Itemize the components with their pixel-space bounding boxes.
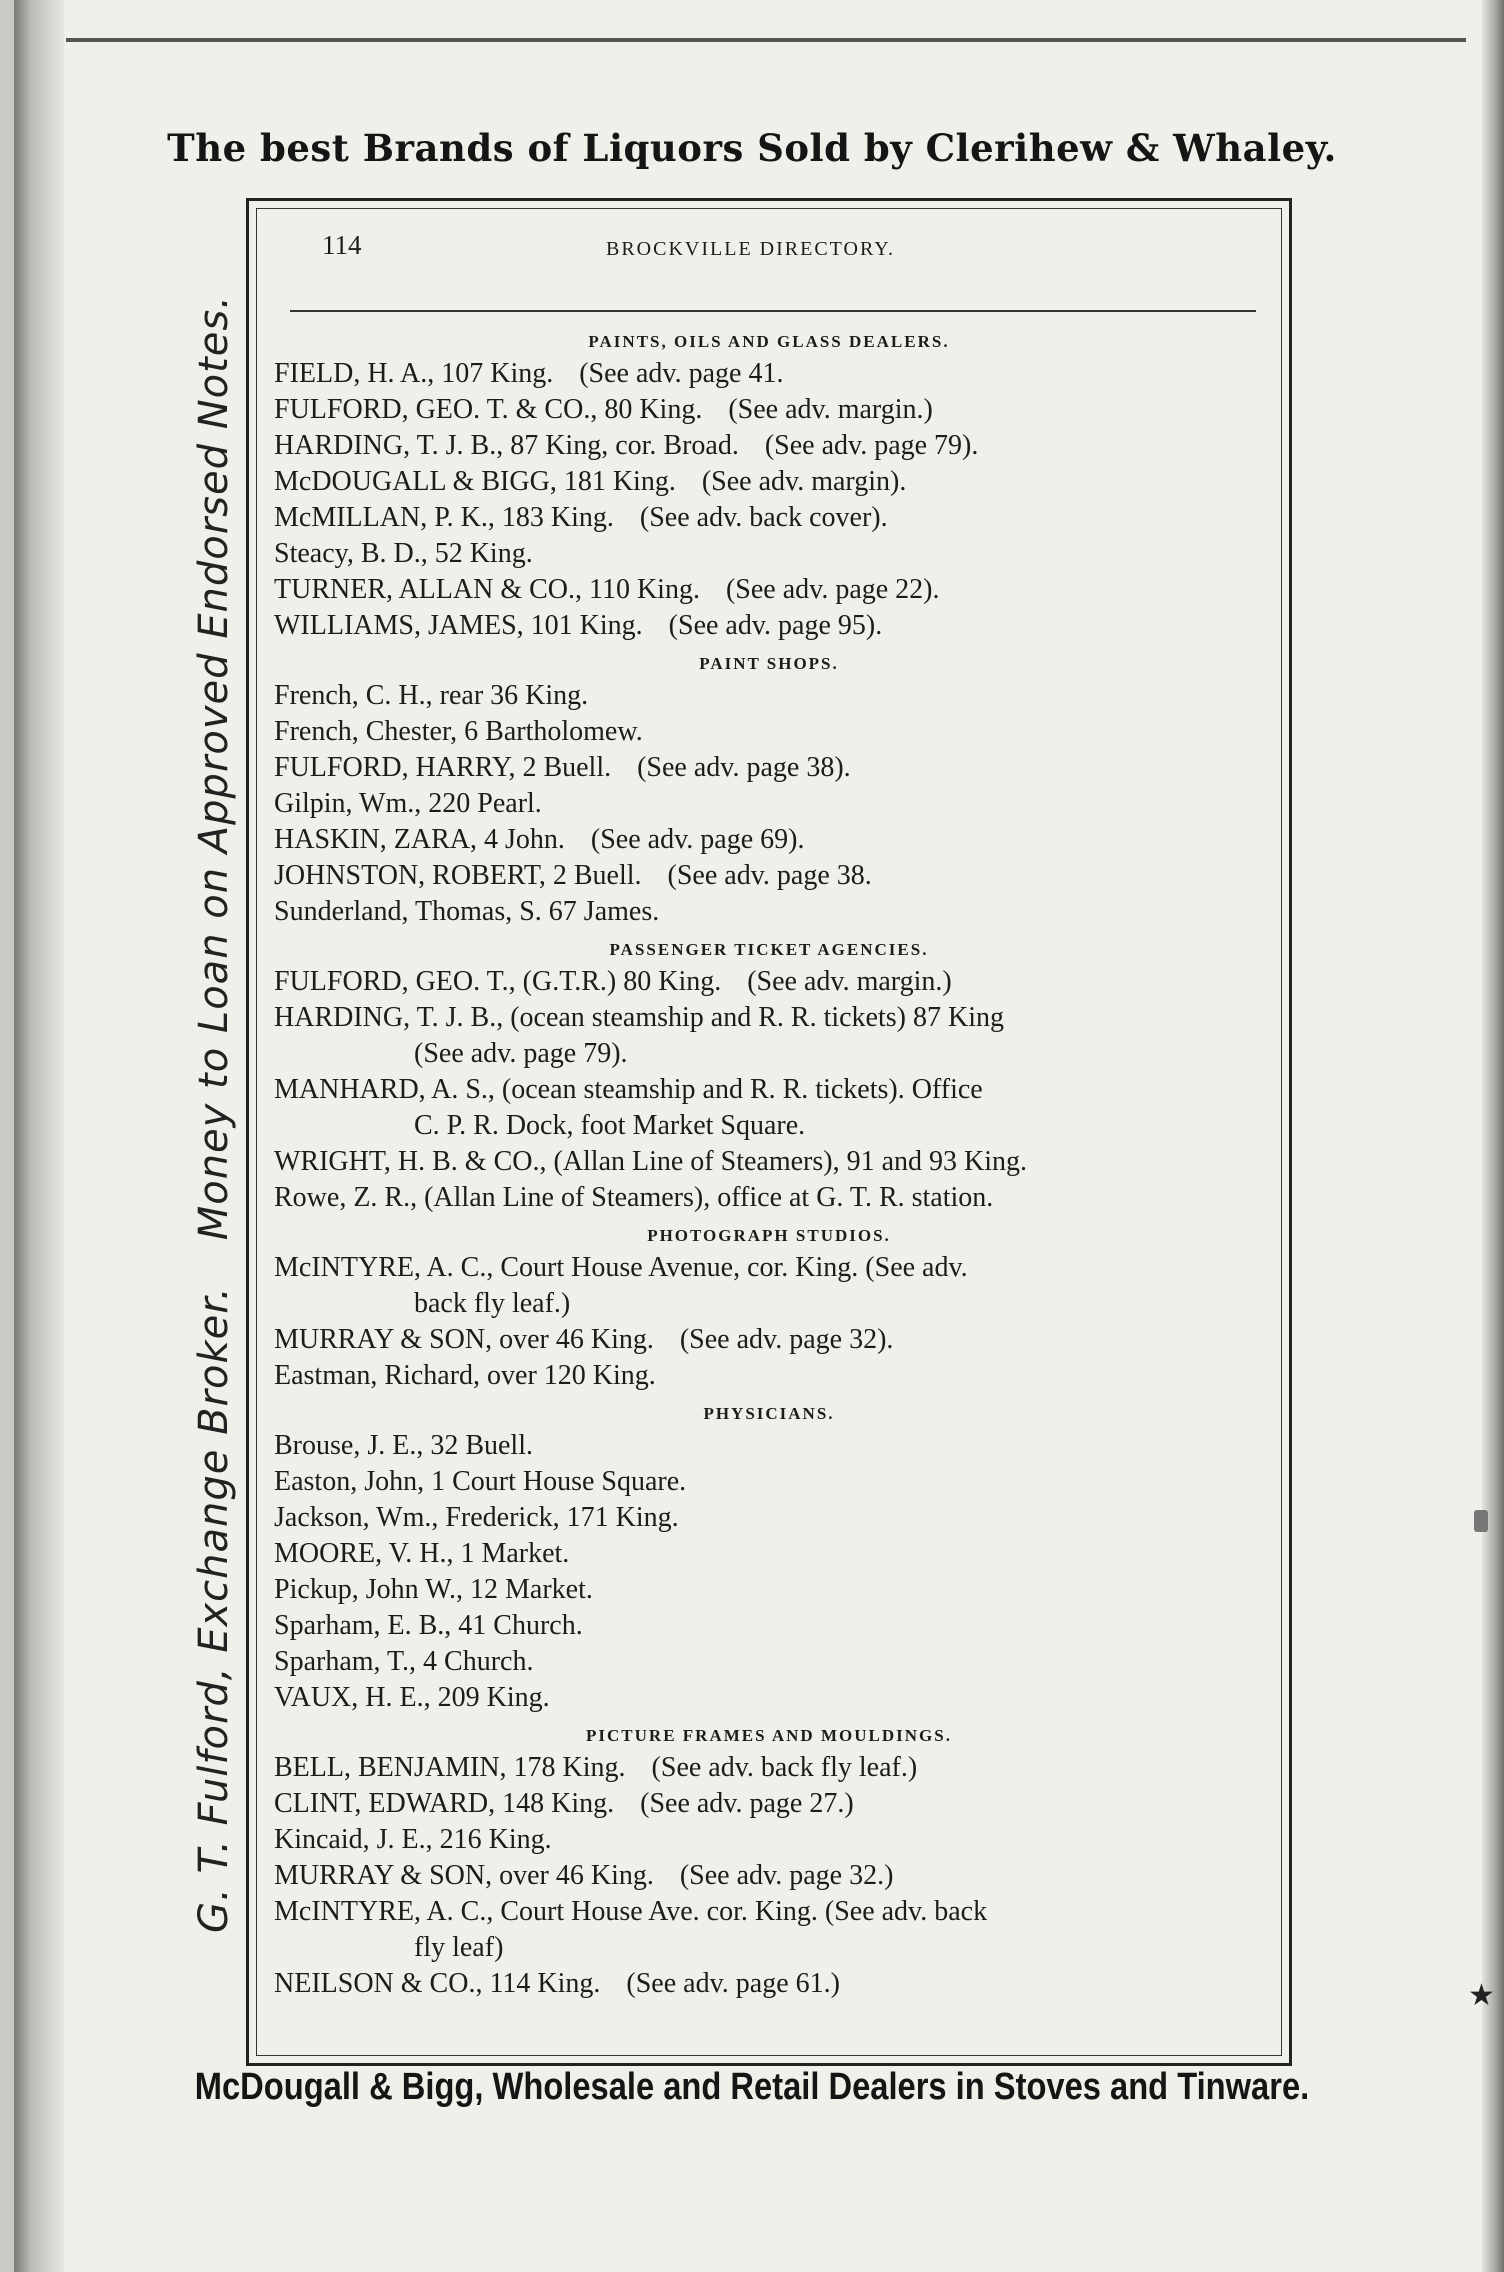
- entry-continuation: (See adv. page 79).: [414, 1038, 628, 1069]
- star-mark-icon: ★: [1468, 1978, 1495, 2013]
- entry-adv-note: (See adv. page 38.: [667, 860, 872, 891]
- entry-adv-note: (See adv. page 32.): [679, 1860, 894, 1891]
- entry-adv-note: (See adv. page 22).: [725, 574, 940, 605]
- entry-continuation: back fly leaf.): [414, 1288, 571, 1319]
- directory-entry: [274, 1072, 1264, 1144]
- directory-entry: [274, 464, 1264, 500]
- entry-continuation: fly leaf): [414, 1932, 504, 1963]
- entry-name: MANHARD, A. S., (ocean steamship and R. R. tickets). Office: [274, 1074, 983, 1105]
- entry-name: Rowe, Z. R., (Allan Line of Steamers), office at G. T. R. station.: [274, 1182, 994, 1213]
- directory-entry: [274, 1750, 1264, 1786]
- directory-entry: [274, 964, 1264, 1000]
- directory-entry: [274, 356, 1264, 392]
- entry-adv-note: (See adv. page 61.): [626, 1968, 840, 1999]
- entry-adv-note: (See adv. margin.): [747, 966, 952, 997]
- entry-name: Eastman, Richard, over 120 King.: [274, 1360, 656, 1391]
- entry-name: FULFORD, GEO. T., (G.T.R.) 80 King.: [274, 966, 722, 997]
- entry-name: CLINT, EDWARD, 148 King.: [274, 1788, 615, 1819]
- section-heading: PHYSICIANS.: [703, 1404, 835, 1423]
- entry-adv-note: (See adv. page 32).: [679, 1324, 894, 1355]
- entry-name: HARDING, T. J. B., 87 King, cor. Broad.: [274, 430, 739, 461]
- directory-entry: [274, 1428, 1264, 1464]
- entry-name: Sparham, T., 4 Church.: [274, 1646, 534, 1677]
- directory-entry: [274, 1644, 1264, 1680]
- directory-entry: [274, 1250, 1264, 1322]
- directory-entry: [274, 1180, 1264, 1216]
- directory-entry: [274, 1786, 1264, 1822]
- directory-entry: [274, 500, 1264, 536]
- side-ad-loans: Money to Loan on Approved Endorsed Notes.: [191, 295, 237, 1241]
- entry-name: FULFORD, GEO. T. & CO., 80 King.: [274, 394, 703, 425]
- entry-name: HARDING, T. J. B., (ocean steamship and R. R. tickets) 87 King: [274, 1002, 1004, 1033]
- page-number: 114: [322, 230, 362, 260]
- running-head: BROCKVILLE DIRECTORY.: [606, 238, 896, 260]
- directory-entry: [274, 392, 1264, 428]
- directory-entry: [274, 1358, 1264, 1394]
- binding-clip: [1474, 1510, 1488, 1532]
- entry-name: French, Chester, 6 Bartholomew.: [274, 716, 643, 747]
- entry-name: McDOUGALL & BIGG, 181 King.: [274, 466, 676, 497]
- entry-name: MURRAY & SON, over 46 King.: [274, 1860, 654, 1891]
- entry-name: TURNER, ALLAN & CO., 110 King.: [274, 574, 700, 605]
- directory-entry: [274, 1966, 1264, 2002]
- section-heading: PASSENGER TICKET AGENCIES.: [609, 940, 929, 959]
- section-heading: PHOTOGRAPH STUDIOS.: [647, 1226, 891, 1245]
- side-advertisement: [191, 224, 237, 2004]
- directory-entry: [274, 858, 1264, 894]
- entry-adv-note: (See adv. back cover).: [639, 502, 888, 533]
- entry-adv-note: (See adv. page 95).: [668, 610, 883, 641]
- entry-name: McMILLAN, P. K., 183 King.: [274, 502, 614, 533]
- directory-entry: [274, 536, 1264, 572]
- entry-name: Brouse, J. E., 32 Buell.: [274, 1430, 533, 1461]
- header-advertisement: The best Brands of Liquors Sold by Clerihew & Whaley.: [167, 126, 1337, 170]
- entry-adv-note: (See adv. page 69).: [590, 824, 805, 855]
- entry-name: JOHNSTON, ROBERT, 2 Buell.: [274, 860, 642, 891]
- directory-entry: [274, 1464, 1264, 1500]
- directory-entry: [274, 822, 1264, 858]
- entry-name: Sparham, E. B., 41 Church.: [274, 1610, 583, 1641]
- directory-entry: [274, 428, 1264, 464]
- directory-entry: [274, 1572, 1264, 1608]
- entry-name: FIELD, H. A., 107 King.: [274, 358, 554, 389]
- entry-name: McINTYRE, A. C., Court House Avenue, cor. King. (See adv.: [274, 1252, 968, 1283]
- directory-entry: [274, 894, 1264, 930]
- entry-name: BELL, BENJAMIN, 178 King.: [274, 1752, 626, 1783]
- entry-name: WILLIAMS, JAMES, 101 King.: [274, 610, 643, 641]
- entry-adv-note: (See adv. margin).: [701, 466, 907, 497]
- directory-entry: [274, 572, 1264, 608]
- entry-adv-note: (See adv. page 27.): [640, 1788, 854, 1819]
- section-heading: PAINT SHOPS.: [699, 654, 839, 673]
- entry-name: Pickup, John W., 12 Market.: [274, 1574, 593, 1605]
- entry-name: McINTYRE, A. C., Court House Ave. cor. King. (See adv. back: [274, 1896, 988, 1927]
- directory-entry: [274, 1608, 1264, 1644]
- directory-entry: [274, 1536, 1264, 1572]
- entry-name: HASKIN, ZARA, 4 John.: [274, 824, 565, 855]
- entry-adv-note: (See adv. page 38).: [637, 752, 851, 783]
- binding-edge: [14, 0, 64, 2272]
- page-edge: [1482, 0, 1504, 2272]
- entry-continuation: C. P. R. Dock, foot Market Square.: [414, 1110, 806, 1141]
- entry-adv-note: (See adv. back fly leaf.): [651, 1752, 918, 1783]
- entry-name: French, C. H., rear 36 King.: [274, 680, 589, 711]
- entry-name: MURRAY & SON, over 46 King.: [274, 1324, 654, 1355]
- entry-name: Gilpin, Wm., 220 Pearl.: [274, 788, 542, 819]
- entry-name: Kincaid, J. E., 216 King.: [274, 1824, 552, 1855]
- section-heading: PAINTS, OILS AND GLASS DEALERS.: [588, 332, 950, 351]
- side-ad-broker: G. T. Fulford, Exchange Broker.: [191, 1286, 237, 1933]
- entry-name: WRIGHT, H. B. & CO., (Allan Line of Steamers), 91 and 93 King.: [274, 1146, 1028, 1177]
- directory-entry: [274, 750, 1264, 786]
- entry-name: NEILSON & CO., 114 King.: [274, 1968, 601, 1999]
- directory-entry: [274, 678, 1264, 714]
- directory-entry: [274, 1322, 1264, 1358]
- entry-name: Sunderland, Thomas, S. 67 James.: [274, 896, 660, 927]
- entry-name: FULFORD, HARRY, 2 Buell.: [274, 752, 612, 783]
- directory-entry: [274, 1000, 1264, 1072]
- entry-name: Steacy, B. D., 52 King.: [274, 538, 533, 569]
- directory-entry: [274, 1500, 1264, 1536]
- entry-adv-note: (See adv. margin.): [728, 394, 933, 425]
- entry-name: Easton, John, 1 Court House Square.: [274, 1466, 687, 1497]
- directory-entry: [274, 1144, 1264, 1180]
- entry-adv-note: (See adv. page 41.: [579, 358, 784, 389]
- directory-entry: [274, 786, 1264, 822]
- entry-name: VAUX, H. E., 209 King.: [274, 1682, 550, 1713]
- footer-advertisement: McDougall & Bigg, Wholesale and Retail Dealers in Stoves and Tinware.: [194, 2066, 1310, 2108]
- section-heading: PICTURE FRAMES AND MOULDINGS.: [586, 1726, 952, 1745]
- directory-entry: [274, 1858, 1264, 1894]
- entry-name: Jackson, Wm., Frederick, 171 King.: [274, 1502, 679, 1533]
- entry-name: MOORE, V. H., 1 Market.: [274, 1538, 570, 1569]
- entry-adv-note: (See adv. page 79).: [764, 430, 979, 461]
- directory-entry: [274, 608, 1264, 644]
- directory-entry: [274, 1822, 1264, 1858]
- header-rule: [290, 310, 1256, 312]
- top-rule: [66, 38, 1466, 42]
- directory-entry: [274, 1894, 1264, 1966]
- directory-listing: [274, 322, 1264, 2002]
- directory-entry: [274, 1680, 1264, 1716]
- directory-entry: [274, 714, 1264, 750]
